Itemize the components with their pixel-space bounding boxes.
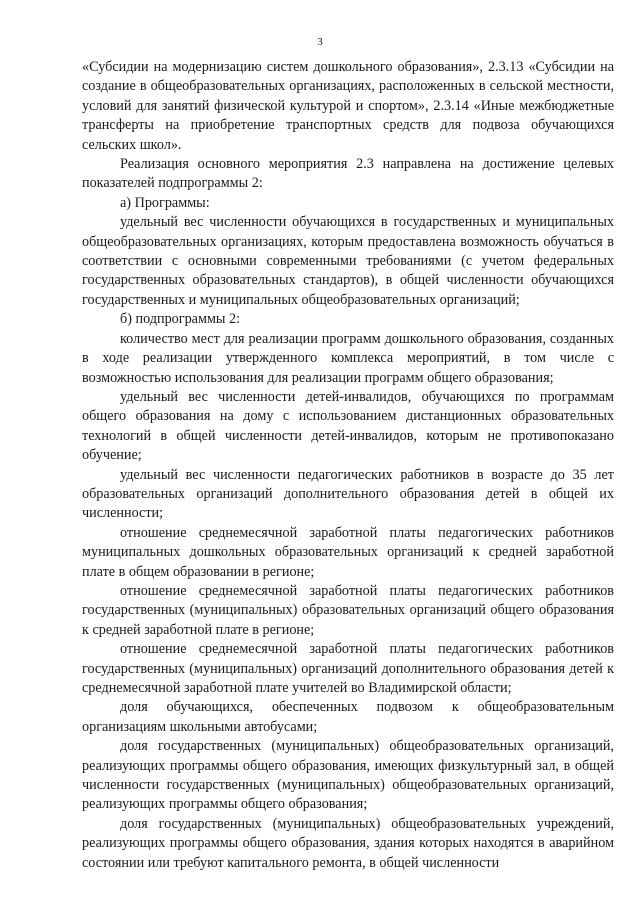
paragraph-indicator-disabled-children: удельный вес численности детей-инвалидов, обучающихся по программам общего образования на дому с использованием дистанционных образовательных технологий в общей численности детей-инвалидов, которым не противопоказано обучение; [82,388,614,464]
paragraph-main-measure: Реализация основного мероприятия 2.3 направлена на достижение целевых показателей подпрограммы 2: [82,156,614,192]
page-number: 3 [317,36,323,48]
paragraph-indicator-preschool-salary: отношение среднемесячной заработной платы педагогических работников муниципальных дошкольных образовательных организаций к средней заработной плате в общем образовании в регионе; [82,524,614,580]
paragraph-indicator-young-teachers: удельный вес численности педагогических работников в возрасте до 35 лет образовательных организаций дополнительного образования детей в общей их численности; [82,466,614,522]
paragraph-indicator-additional-salary: отношение среднемесячной заработной платы педагогических работников государственных (муниципальных) организаций дополнительного образования детей к среднемесячной заработной плате учителей во Владимирской области; [82,641,614,696]
paragraph-indicator-sports-halls: доля государственных (муниципальных) общеобразовательных организаций, реализующих программы общего образования, имеющих физкультурный зал, в общей численности государственных (муниципальных) общеобразовательных организаций, реализующих программы общего образования; [82,738,614,813]
paragraph-subsidies-list: «Субсидии на модернизацию систем дошкольного образования», 2.3.13 «Субсидии на создание в общеобразовательных организациях, расположенных в сельской местности, условий для занятий физической культурой и спортом», 2.3.14 «Иные межбюджетные трансферты на приобретение транспортных средств для подвоза обучающихся сельских школ». [82,59,614,153]
paragraph-indicator-general-salary: отношение среднемесячной заработной платы педагогических работников государственных (муниципальных) образовательных организаций общего образования к средней заработной плате в регионе; [82,582,614,638]
document-body [82,58,614,873]
paragraph-indicator-school-buses: доля обучающихся, обеспеченных подвозом к общеобразовательным организациям школьными автобусами; [82,699,614,735]
paragraph-subprogram-heading: б) подпрограммы 2: [120,311,241,328]
paragraph-indicator-students-share: удельный вес численности обучающихся в государственных и муниципальных общеобразовательных организациях, которым предоставлена возможность обучаться в соответствии с основными современными требованиями (с учетом федеральных государственных образовательных стандартов), в общей численности обучающихся государственных и муниципальных общеобразовательных организаций; [82,214,614,308]
paragraph-programs-heading: а) Программы: [120,194,210,211]
paragraph-indicator-emergency-buildings: доля государственных (муниципальных) общеобразовательных учреждений, реализующих программы общего образования, здания которых находятся в аварийном состоянии или требуют капитального ремонта, в общей численности [82,815,614,871]
paragraph-indicator-preschool-places: количество мест для реализации программ дошкольного образования, созданных в ходе реализации утвержденного комплекса мероприятий, в том числе с возможностью использования для реализации программ общего образования; [82,330,614,386]
